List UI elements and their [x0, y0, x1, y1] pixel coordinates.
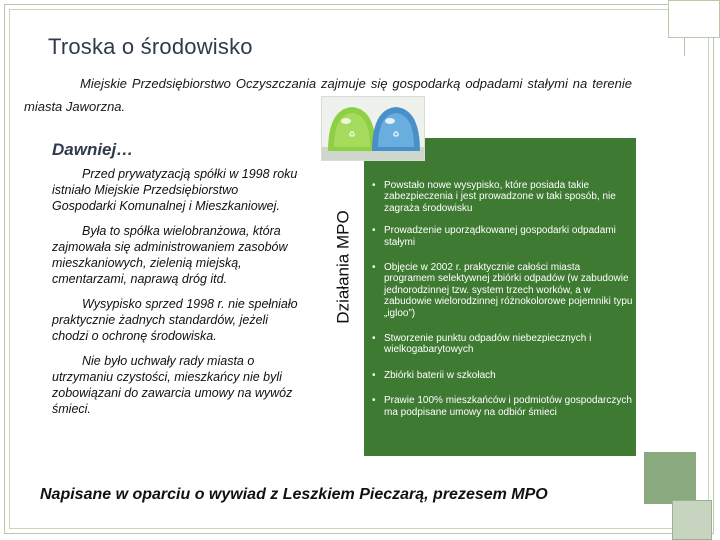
action-item: • Objęcie w 2002 r. praktycznie całości miasta programem selektywnej zbiórki odpadów (w zabudowie jednorodzinnej tzw. system trzech worków, a w zabudowie wielorodzinnej różnokolorowe pojemniki typu „igloo”) [370, 262, 634, 319]
past-paragraph: Nie było uchwały rady miasta o utrzymaniu czystości, mieszkańcy nie byli zobowiązani do zawarcia umowy na wywóz śmieci. [52, 354, 293, 416]
action-item: • Prowadzenie uporządkowanej gospodarki odpadami stałymi [370, 225, 634, 248]
actions-list [370, 180, 634, 418]
svg-text:♻: ♻ [392, 130, 400, 139]
slide-title: Troska o środowisko [48, 34, 253, 59]
recycling-bins-photo [321, 96, 425, 161]
decorative-square [672, 500, 712, 540]
section-heading-past: Dawniej… [52, 140, 134, 159]
action-item: • Stworzenie punktu odpadów niebezpiecznych i wielkogabarytowych [370, 333, 634, 356]
action-item: • Zbiórki baterii w szkołach [370, 370, 634, 381]
svg-text:♻: ♻ [348, 130, 356, 139]
recycling-bins-image [322, 97, 425, 161]
past-paragraph: Była to spółka wielobranżowa, która zajmowała się administrowaniem zasobów mieszkaniowych, zielenią miejską, cmentarzami, naprawą dróg itd. [52, 224, 288, 286]
past-paragraph: Wysypisko sprzed 1998 r. nie spełniało praktycznie żadnych standardów, jeżeli chodzi o ochronę środowiska. [52, 297, 298, 343]
side-label: Działania MPO [334, 210, 353, 324]
decorative-square [644, 452, 696, 504]
action-item: • Prawie 100% mieszkańców i podmiotów gospodarczych ma podpisane umowy na odbiór śmieci [370, 395, 634, 418]
source-credit: Napisane w oparciu o wywiad z Leszkiem Pieczarą, prezesem MPO [40, 486, 548, 503]
past-paragraph: Przed prywatyzacją spółki w 1998 roku istniało Miejskie Przedsiębiorstwo Gospodarki Komunalnej i Mieszkaniowej. [52, 167, 298, 213]
intro-paragraph: Miejskie Przedsiębiorstwo Oczyszczania zajmuje się gospodarką odpadami stałymi na terenie miasta Jaworzna. [24, 76, 632, 114]
corner-decoration-box [668, 0, 720, 38]
side-label-container [330, 172, 358, 362]
past-text-block [52, 166, 300, 426]
action-item: • Powstało nowe wysypisko, które posiada takie zabezpieczenia i jest prowadzone w taki sposób, nie zagraża środowisku [370, 180, 634, 214]
